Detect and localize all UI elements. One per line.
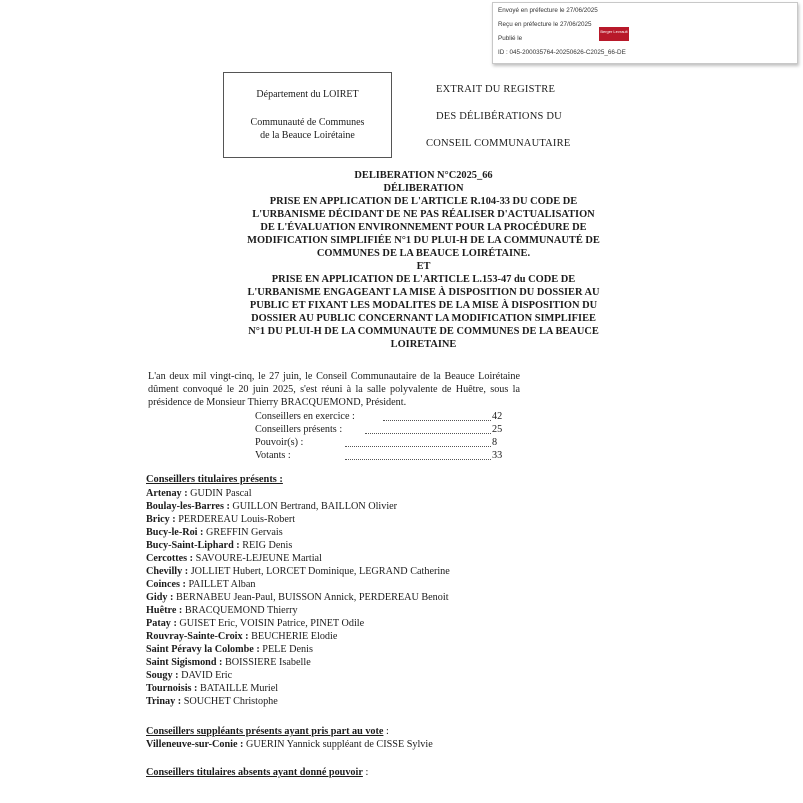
dot-leader xyxy=(345,459,491,460)
list-item: Tournoisis : BATAILLE Muriel xyxy=(146,683,279,694)
stat-value: 42 xyxy=(492,411,503,422)
deliberation-title: DELIBERATION N°C2025_66 DÉLIBERATION PRISE EN APPLICATION DE L'ARTICLE R.104-33 DU CODE DE L'URBANISME DÉCIDANT DE NE PAS RÉALISER D'ACTUALISATION DE L'ÉVALUATION ENVIRONNEMENT POUR LA PROCÉDURE DE MODIFICATION SIMPLIFIÉE N°1 DU PLUI-H DE LA COMMUNAUTÉ DE COMMUNES DE LA BEAUCE LOIRÉTAINE. ET PRISE EN APPLICATION DE L'ARTICLE L.153-47 du CODE DE L'URBANISME ENGAGEANT LA MISE À DISPOSITION DU DOSSIER AU PUBLIC ET FIXANT LES MODALITES DE LA MISE À DISPOSITION DU DOSSIER AU PUBLIC CONCERNANT LA MODIFICATION SIMPLIFIEE N°1 DU PLUI-H DE LA COMMUNAUTE DE COMMUNES DE LA BEAUCE LOIRETAINE xyxy=(215,169,632,351)
dot-leader xyxy=(345,446,491,447)
dot-leader xyxy=(383,420,491,421)
intro-paragraph: L'an deux mil vingt-cinq, le 27 juin, le Conseil Communautaire de la Beauce Loirétaine dûment convoqué le 20 juin 2025, s'est réuni à la salle polyvalente de Huêtre, sous la présidence de Monsieur Thierry BRACQUEMOND, Président. xyxy=(148,371,520,408)
list-item: Boulay-les-Barres : GUILLON Bertrand, BAILLON Olivier xyxy=(146,501,398,512)
berger-levrault-logo: Berger Levrault xyxy=(599,27,629,41)
list-item: Sougy : DAVID Eric xyxy=(146,670,233,681)
absent-heading: Conseillers titulaires absents ayant donné pouvoir : xyxy=(146,767,369,778)
stamp-published: Publié le xyxy=(498,35,523,42)
list-item: Cercottes : SAVOURE-LEJEUNE Martial xyxy=(146,553,322,564)
list-item: Huêtre : BRACQUEMOND Thierry xyxy=(146,605,298,616)
department-name: Département du LOIRET xyxy=(256,89,359,100)
stat-label: Conseillers en exercice : xyxy=(255,411,355,422)
stamp-id: ID : 045-200035764-20250626-C2025_66-DE xyxy=(498,49,626,56)
community-name: Communauté de Communes de la Beauce Loirétaine xyxy=(250,117,365,141)
stamp-sent-date: Envoyé en préfecture le 27/06/2025 xyxy=(498,7,598,14)
stat-value: 33 xyxy=(492,450,503,461)
dot-leader xyxy=(365,433,491,434)
present-heading: Conseillers titulaires présents : xyxy=(146,474,283,485)
register-title-2: DES DÉLIBÉRATIONS DU xyxy=(436,111,562,122)
stat-label: Pouvoir(s) : xyxy=(255,437,304,448)
list-item: Saint Péravy la Colombe : PELE Denis xyxy=(146,644,313,655)
list-item: Chevilly : JOLLIET Hubert, LORCET Dominique, LEGRAND Catherine xyxy=(146,566,450,577)
list-item: Patay : GUISET Eric, VOISIN Patrice, PINET Odile xyxy=(146,618,365,629)
list-item: Rouvray-Sainte-Croix : BEUCHERIE Elodie xyxy=(146,631,338,642)
stamp-received-date: Reçu en préfecture le 27/06/2025 xyxy=(498,21,592,28)
list-item: Artenay : GUDIN Pascal xyxy=(146,488,252,499)
list-item: Bricy : PERDEREAU Louis-Robert xyxy=(146,514,296,525)
prefecture-stamp xyxy=(492,2,798,64)
list-item: Villeneuve-sur-Conie : GUERIN Yannick suppléant de CISSE Sylvie xyxy=(146,739,433,750)
register-title-3: CONSEIL COMMUNAUTAIRE xyxy=(426,138,571,149)
list-item: Gidy : BERNABEU Jean-Paul, BUISSON Annick, PERDEREAU Benoit xyxy=(146,592,449,603)
deliberation-number: DELIBERATION N°C2025_66 xyxy=(354,170,493,181)
list-item: Coinces : PAILLET Alban xyxy=(146,579,256,590)
department-box xyxy=(223,72,392,158)
stat-value: 8 xyxy=(492,437,498,448)
list-item: Saint Sigismond : BOISSIERE Isabelle xyxy=(146,657,311,668)
list-item: Bucy-Saint-Liphard : REIG Denis xyxy=(146,540,293,551)
list-item: Trinay : SOUCHET Christophe xyxy=(146,696,278,707)
stat-value: 25 xyxy=(492,424,503,435)
stat-label: Conseillers présents : xyxy=(255,424,343,435)
list-item: Bucy-le-Roi : GREFFIN Gervais xyxy=(146,527,283,538)
stat-label: Votants : xyxy=(255,450,291,461)
substitutes-heading: Conseillers suppléants présents ayant pris part au vote : xyxy=(146,726,389,737)
register-title-1: EXTRAIT DU REGISTRE xyxy=(436,84,556,95)
